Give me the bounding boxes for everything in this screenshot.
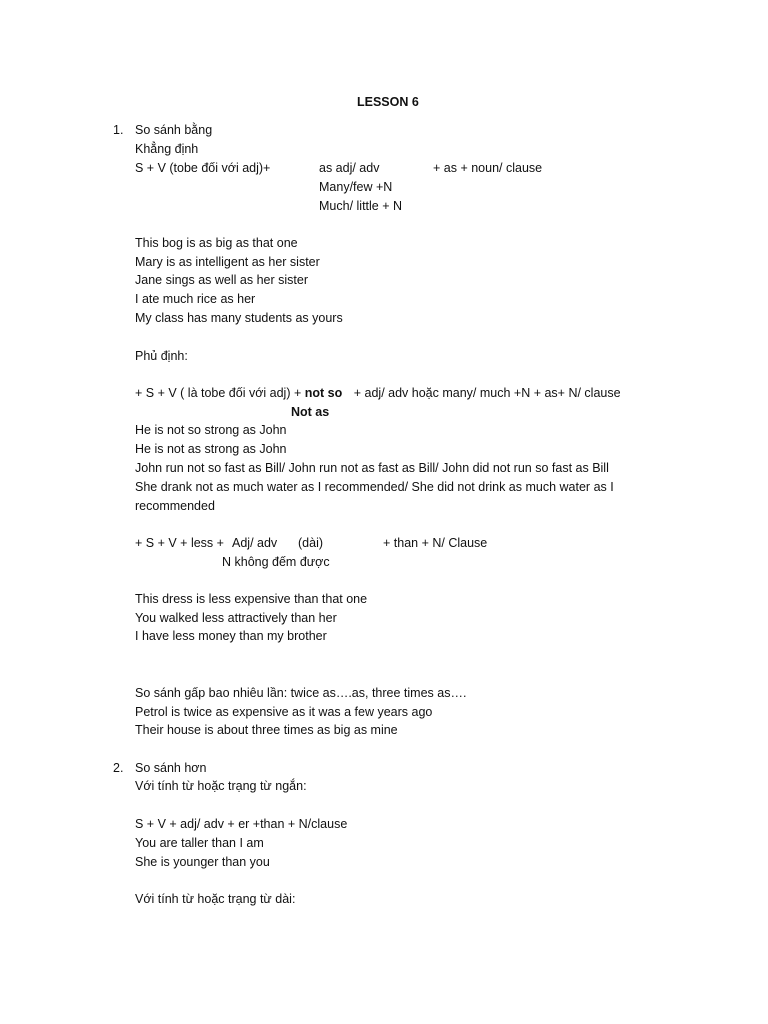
section-2-number: 2. xyxy=(113,761,124,775)
less-formula-c: (dài) xyxy=(298,536,324,550)
section-2-heading: So sánh hơn xyxy=(135,761,207,775)
formula-many-few: Many/few +N xyxy=(319,180,393,194)
section-1-number: 1. xyxy=(113,123,124,137)
negative-example: She drank not as much water as I recommended/ She did not drink as much water as I xyxy=(135,480,614,494)
comparative-example: She is younger than you xyxy=(135,855,270,869)
short-adjective-label: Với tính từ hoặc trạng từ ngắn: xyxy=(135,779,307,793)
section-1-subheading: Khẳng định xyxy=(135,142,199,156)
comparative-formula: S + V + adj/ adv + er +than + N/clause xyxy=(135,817,348,831)
negative-example: He is not so strong as John xyxy=(135,423,287,437)
less-formula-a: + S + V + less + xyxy=(135,536,224,550)
example-line: I ate much rice as her xyxy=(135,292,256,306)
negative-example: He is not as strong as John xyxy=(135,442,287,456)
negative-example: recommended xyxy=(135,499,215,513)
formula-part-c: + as + noun/ clause xyxy=(433,161,543,175)
section-1-heading: So sánh bằng xyxy=(135,123,213,137)
negative-example: John run not so fast as Bill/ John run not as fast as Bill/ John did not run so fast as Bill xyxy=(135,461,609,475)
less-example: This dress is less expensive than that one xyxy=(135,592,368,606)
negative-formula-end: + adj/ adv hoặc many/ much +N + as+ N/ clause xyxy=(353,386,621,400)
less-example: You walked less attractively than her xyxy=(135,611,337,625)
times-line: Their house is about three times as big as mine xyxy=(135,723,398,737)
less-formula-uncountable: N không đếm được xyxy=(222,555,330,569)
example-line: Mary is as intelligent as her sister xyxy=(135,255,320,269)
lesson-title: LESSON 6 xyxy=(357,95,419,109)
less-example: I have less money than my brother xyxy=(135,629,327,643)
negative-formula xyxy=(135,384,621,403)
long-adjective-label: Với tính từ hoặc trạng từ dài: xyxy=(135,892,296,906)
comparative-example: You are taller than I am xyxy=(135,836,264,850)
negative-formula-start: + S + V ( là tobe đối với adj) + xyxy=(135,386,302,400)
formula-much-little: Much/ little + N xyxy=(319,199,403,213)
example-line: Jane sings as well as her sister xyxy=(135,273,308,287)
formula-part-a: S + V (tobe đối với adj)+ xyxy=(135,161,271,175)
times-line: So sánh gấp bao nhiêu lần: twice as….as, three times as…. xyxy=(135,686,467,700)
times-line: Petrol is twice as expensive as it was a few years ago xyxy=(135,705,433,719)
less-formula-d: + than + N/ Clause xyxy=(383,536,488,550)
example-line: This bog is as big as that one xyxy=(135,236,298,250)
example-line: My class has many students as yours xyxy=(135,311,343,325)
less-formula-b: Adj/ adv xyxy=(232,536,278,550)
negative-label: Phủ định: xyxy=(135,349,188,363)
negative-formula-not-as: Not as xyxy=(291,405,330,419)
formula-part-b: as adj/ adv xyxy=(319,161,380,175)
negative-formula-not-so: not so xyxy=(304,386,343,400)
